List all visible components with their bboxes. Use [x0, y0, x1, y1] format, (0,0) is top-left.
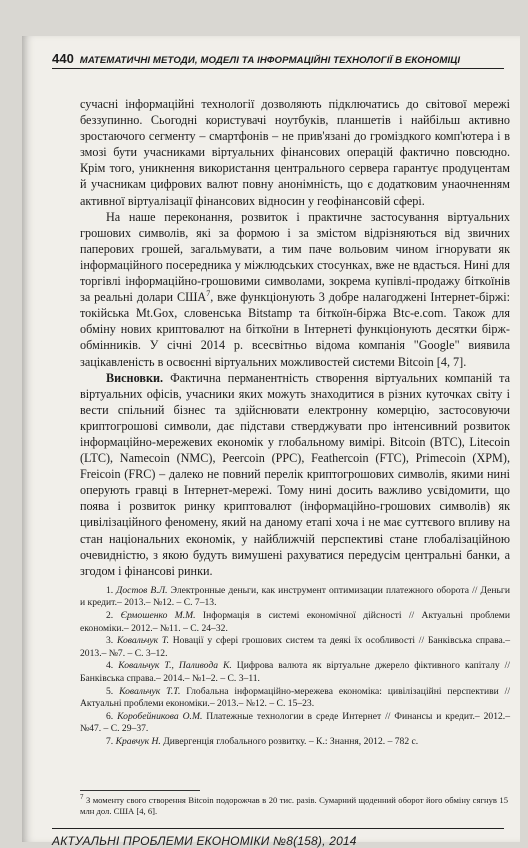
footnote-divider: [80, 790, 200, 791]
paragraph-2-text-b: , вже функціонують 3 добре налагоджені Інтернет-біржі: токійська Mt.Gox, словенська Bitstamp та біткоїн-біржа Btc-e.com. Також для обміну нових криптовалют на біткоїни в Інтернеті функціонують десятки бірж-обмінників. У січні 2014 р. всесвітньо відома компанія "Google" виявила зацікавленість в освоєнні віртуальних можливостей системи Bitcoin [4, 7].: [80, 290, 510, 369]
reference-item: 6. Коробейникова О.М. Платежные технологии в среде Интернет // Финансы и кредит.– 2012.– №47. – С. 29–37.: [80, 710, 510, 735]
footnote-reference: 7: [206, 289, 211, 299]
article-body: [80, 96, 510, 749]
reference-list: [80, 585, 510, 749]
running-header: [52, 52, 504, 69]
paragraph-conclusions: [80, 370, 510, 579]
footnote-text: З моменту свого створення Bitcoin подорожчав в 20 тис. разів. Сумарний щоденний оборот його обміну сягнув 15 млн дол. США [4, 6].: [80, 795, 508, 816]
running-title: МАТЕМАТИЧНІ МЕТОДИ, МОДЕЛІ ТА ІНФОРМАЦІЙНІ ТЕХНОЛОГІЇ В ЕКОНОМІЦІ: [79, 55, 461, 66]
footnote-mark: 7: [80, 793, 84, 802]
paragraph-2-text-a: На наше переконання, розвиток і практичне застосування віртуальних грошових символів, які за формою і за змістом відрізняються від звичних паперових грошей, загальмувати, а тим паче вольовим чином ігнорувати як інформаційного посередника у міжлюдських стосунках, вже не вдасться. Нині для торгівлі інформаційно-грошовими символами, зокрема купівлі-продажу біткоїнів за реальні долари США: [80, 209, 510, 305]
reference-item: 1. Достов В.Л. Электронные деньги, как инструмент оптимизации платежного оборота // Деньги и кредит.– 2013.– №12. – С. 7–13.: [80, 584, 510, 609]
conclusions-label: Висновки.: [106, 370, 164, 385]
reference-item: 5. Ковальчук Т.Т. Глобальна інформаційно-мережева економіка: цивілізаційні перспективи // Актуальні проблеми економіки.– 2013.– №12. – С. 15–23.: [80, 685, 510, 710]
running-footer: АКТУАЛЬНІ ПРОБЛЕМИ ЕКОНОМІКИ №8(158), 2014: [52, 828, 504, 848]
conclusions-text: Фактична перманентність створення віртуальних компаній та віртуальних офісів, учасники яких можуть знаходитися в різних куточках світу і вести спільний бізнес та здійснювати електронну комерцію, застосовуючи криптогрошові символи, дає підстави стверджувати про інтенсивний розвиток інформаційно-мережевих економік у глобальному вимірі. Bitcoin (BTC), Litecoin (LTC), Namecoin (NMC), Peercoin (PPC), Feathercoin (FTC), Primecoin (XPM), Freicoin (FRC) – далеко не повний перелік криптогрошових символів, якими нині оперують гравці в Інтернет-мережі. Тому нині досить важливо усвідомити, що поява і розвиток ринку криптовалют (інформаційно-грошових символів) як цивілізаційного феномену, який на даному етапі хоча і не має суттєвого впливу на стан національних економік, у найближчій перспективі стане глобалізаційною очевидністю, з якою будуть вимушені рахуватися передусім центральні банки, а згодом і фінансові ринки.: [80, 370, 510, 578]
footnote: [80, 795, 508, 817]
page-number: 440: [52, 51, 74, 66]
reference-item: 4. Ковальчук Т., Паливода К. Цифрова валюта як віртуальне джерело фіктивного капіталу // Банківська справа.– 2014.– №1–2. – С. 3–11.: [80, 660, 510, 684]
paragraph-2: [80, 209, 510, 370]
reference-item: 7. Кравчук Н. Дивергенція глобального розвитку. – К.: Знання, 2012. – 782 с.: [106, 735, 419, 747]
journal-page: [22, 36, 520, 848]
paragraph-1: сучасні інформаційні технології дозволяють підключатись до світової мережі беззупинно. Сьогодні користувачі ноутбуків, планшетів і найбільш активно зростаючого сегменту – смартфонів – не прив'язані до громіздкого комп'ютера і в змозі бути учасниками віртуальних фінансових операцій фактично повсюдно. Крім того, уникнення використання центрального сервера гарантує продуцентам й учасникам цифрових валют повну анонімність, що є додатковим унаочненням активної віртуалізації фінансових відносин у геофінансовій сфері.: [80, 97, 510, 208]
reference-item: 2. Єрмошенко М.М. Інформація в системі економічної дійсності // Актуальні проблеми економіки.– 2012.– №11. – С. 24–32.: [80, 610, 510, 634]
reference-item: 3. Ковальчук Т. Новації у сфері грошових систем та деякі їх особливості // Банківська справа.– 2013.– №7. – С. 3–12.: [80, 635, 511, 659]
